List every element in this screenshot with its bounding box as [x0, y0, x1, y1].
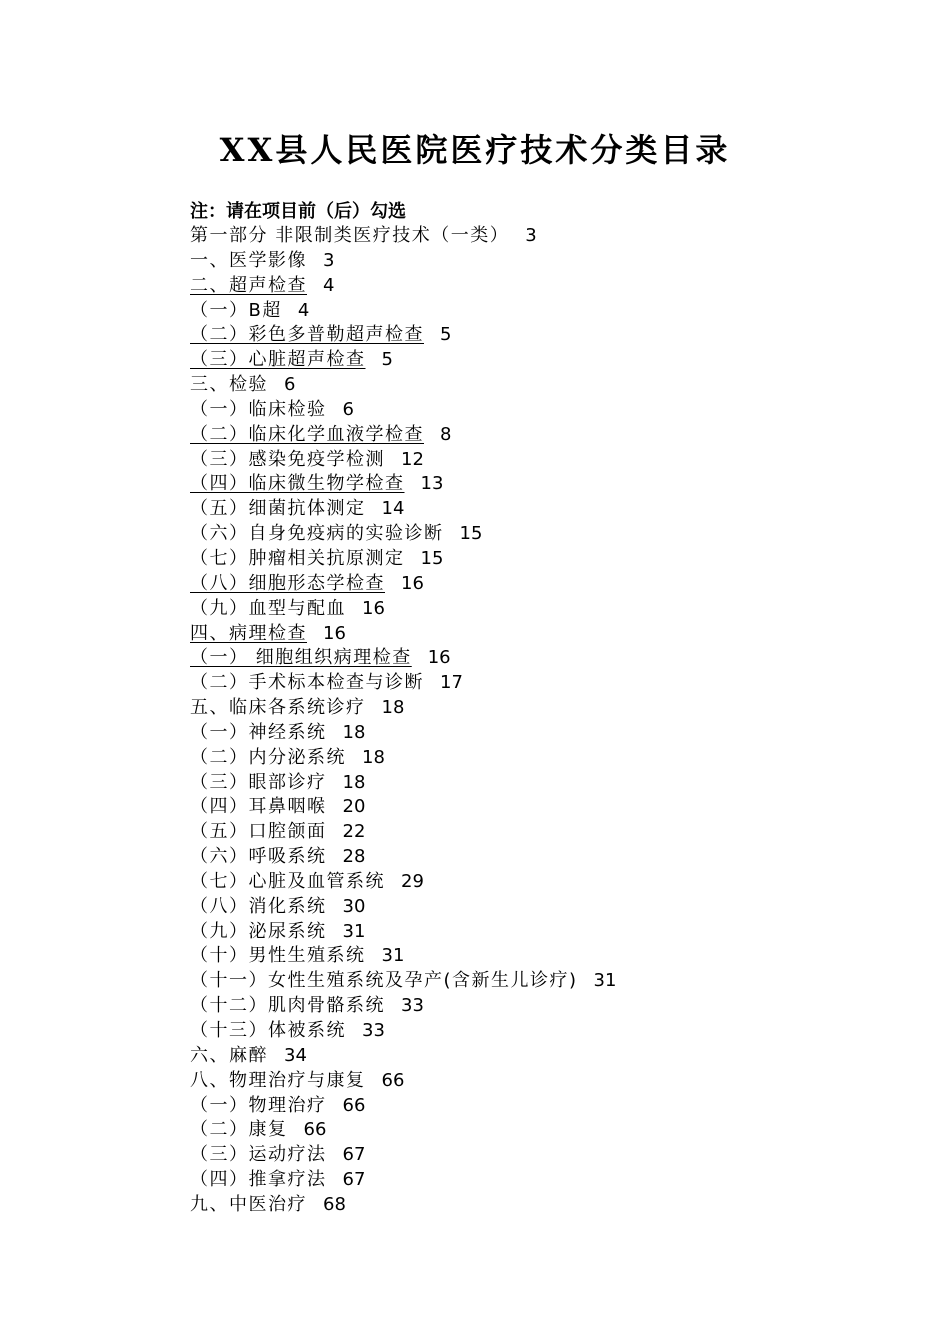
- toc-entry[interactable]: [190, 224, 810, 249]
- toc-entry-page: 14: [381, 498, 405, 520]
- toc-entry[interactable]: [190, 845, 810, 870]
- toc-entry-label: （十二）肌肉骨骼系统: [190, 995, 385, 1017]
- toc-entry-label: （八）消化系统: [190, 895, 327, 917]
- toc-entry[interactable]: [190, 920, 810, 945]
- toc-entry-page: 4: [323, 274, 335, 296]
- toc-entry-page: 18: [381, 697, 405, 719]
- toc-entry-label: （三）心脏超声检查: [190, 349, 366, 371]
- toc-entry-page: 6: [284, 374, 296, 396]
- toc-entry-label: （七）肿瘤相关抗原测定: [190, 547, 405, 569]
- toc-entry-page: 15: [420, 547, 444, 569]
- toc-entry-label: 三、检验: [190, 374, 268, 396]
- toc-entry-label: 一、医学影像: [190, 249, 307, 271]
- toc-entry[interactable]: [190, 746, 810, 771]
- toc-entry-page: 8: [440, 423, 452, 445]
- toc-entry[interactable]: [190, 373, 810, 398]
- toc-entry[interactable]: [190, 249, 810, 274]
- toc-entry-label: 第一部分 非限制类医疗技术（一类）: [190, 225, 510, 246]
- toc-entry-label: （七）心脏及血管系统: [190, 870, 385, 892]
- toc-entry-label: （四）临床微生物学检查: [190, 473, 405, 495]
- toc-entry[interactable]: [190, 1143, 810, 1168]
- toc-entry-label: （六）自身免疫病的实验诊断: [190, 523, 444, 545]
- toc-entry-label: 九、中医治疗: [190, 1193, 307, 1215]
- toc-entry[interactable]: [190, 1069, 810, 1094]
- toc-entry[interactable]: [190, 597, 810, 622]
- toc-entry-page: 30: [342, 895, 366, 917]
- toc-entry[interactable]: [190, 472, 810, 497]
- toc-entry-label: （十三）体被系统: [190, 1020, 346, 1041]
- toc-entry[interactable]: [190, 646, 810, 671]
- toc-entry-label: 二、超声检查: [190, 274, 307, 296]
- toc-entry-label: （三）感染免疫学检测: [190, 448, 385, 470]
- toc-entry[interactable]: [190, 1193, 810, 1218]
- toc-entry-label: （四）推拿疗法: [190, 1169, 327, 1191]
- toc-entry-page: 18: [362, 746, 385, 768]
- toc-entry-page: 28: [342, 846, 366, 868]
- toc-entry-label: 六、麻醉: [190, 1044, 268, 1066]
- toc-entry-label: （一）神经系统: [190, 721, 327, 743]
- toc-entry-label: （三）眼部诊疗: [190, 771, 327, 793]
- toc-entry-page: 18: [342, 771, 366, 793]
- toc-entry[interactable]: [190, 1019, 810, 1044]
- toc-entry-page: 67: [342, 1169, 366, 1191]
- toc-entry-page: 5: [381, 349, 393, 371]
- toc-entry-page: 31: [342, 920, 366, 942]
- toc-entry-page: 12: [401, 448, 424, 470]
- toc-entry-page: 16: [427, 647, 451, 669]
- toc-entry[interactable]: [190, 572, 810, 597]
- toc-entry[interactable]: [190, 547, 810, 572]
- toc-entry-page: 3: [525, 225, 537, 246]
- toc-entry-label: 五、临床各系统诊疗: [190, 697, 366, 719]
- toc-entry[interactable]: [190, 994, 810, 1019]
- toc-entry[interactable]: [190, 721, 810, 746]
- toc-entry[interactable]: [190, 1118, 810, 1143]
- toc-entry[interactable]: [190, 522, 810, 547]
- toc-entry[interactable]: [190, 299, 810, 324]
- table-of-contents: [190, 224, 810, 1218]
- toc-entry[interactable]: [190, 771, 810, 796]
- selection-note: 注：请在项目前（后）勾选: [190, 201, 406, 222]
- toc-entry-label: （十）男性生殖系统: [190, 945, 366, 967]
- toc-entry[interactable]: [190, 944, 810, 969]
- toc-entry-label: （一）物理治疗: [190, 1094, 327, 1116]
- toc-entry-label: 四、病理检查: [190, 622, 307, 644]
- toc-entry[interactable]: [190, 1044, 810, 1069]
- toc-entry-page: 29: [401, 870, 424, 892]
- toc-entry-label: （二）康复: [190, 1119, 288, 1141]
- toc-entry-label: （六）呼吸系统: [190, 846, 327, 868]
- toc-entry[interactable]: [190, 323, 810, 348]
- toc-entry-page: 33: [401, 995, 424, 1017]
- toc-entry-label: （五）口腔颌面: [190, 821, 327, 843]
- toc-entry-page: 16: [362, 597, 385, 619]
- toc-entry-label: （八）细胞形态学检查: [190, 572, 385, 594]
- toc-entry-label: （五）细菌抗体测定: [190, 498, 366, 520]
- toc-entry-label: （二）彩色多普勒超声检查: [190, 324, 424, 346]
- toc-entry-page: 5: [440, 324, 452, 346]
- toc-entry[interactable]: [190, 795, 810, 820]
- page-title: XX县人民医院医疗技术分类目录: [219, 131, 731, 169]
- toc-entry-label: （九）血型与配血: [190, 597, 346, 619]
- toc-entry-label: （一） 细胞组织病理检查: [190, 647, 412, 669]
- toc-entry[interactable]: [190, 820, 810, 845]
- toc-entry[interactable]: [190, 622, 810, 647]
- toc-entry-page: 20: [342, 796, 366, 818]
- toc-entry-label: （二）手术标本检查与诊断: [190, 672, 424, 694]
- toc-entry-label: （二）内分泌系统: [190, 746, 346, 768]
- toc-entry-page: 66: [381, 1069, 405, 1091]
- toc-entry[interactable]: [190, 969, 810, 994]
- toc-entry-page: 17: [440, 672, 463, 694]
- toc-entry[interactable]: [190, 671, 810, 696]
- toc-entry[interactable]: [190, 348, 810, 373]
- toc-entry[interactable]: [190, 497, 810, 522]
- toc-entry-page: 13: [420, 473, 444, 495]
- toc-entry-label: （一）临床检验: [190, 398, 327, 420]
- toc-entry[interactable]: [190, 1094, 810, 1119]
- toc-entry-page: 67: [342, 1144, 366, 1166]
- toc-entry[interactable]: [190, 870, 810, 895]
- toc-entry-page: 15: [459, 523, 483, 545]
- toc-entry-page: 16: [323, 622, 346, 644]
- toc-entry-page: 18: [342, 721, 366, 743]
- toc-entry-label: （九）泌尿系统: [190, 920, 327, 942]
- toc-entry-page: 6: [342, 398, 354, 420]
- toc-entry-label: （二）临床化学血液学检查: [190, 423, 424, 445]
- toc-entry-page: 31: [381, 945, 405, 967]
- toc-entry-label: （十一）女性生殖系统及孕产(含新生儿诊疗): [190, 970, 578, 992]
- toc-entry-label: （一）B超: [190, 299, 282, 321]
- toc-entry-page: 66: [342, 1094, 366, 1116]
- toc-entry-page: 31: [593, 970, 617, 992]
- toc-entry[interactable]: [190, 423, 810, 448]
- toc-entry-label: （四）耳鼻咽喉: [190, 796, 327, 818]
- toc-entry-page: 34: [284, 1044, 307, 1066]
- toc-entry-label: （三）运动疗法: [190, 1144, 327, 1166]
- toc-entry-page: 22: [342, 821, 366, 843]
- toc-entry[interactable]: [190, 274, 810, 299]
- toc-entry-page: 16: [401, 572, 424, 594]
- toc-entry-page: 4: [297, 299, 310, 321]
- toc-entry-page: 3: [323, 249, 335, 271]
- toc-entry[interactable]: [190, 448, 810, 473]
- toc-entry[interactable]: [190, 696, 810, 721]
- toc-entry-label: 八、物理治疗与康复: [190, 1069, 366, 1091]
- toc-entry[interactable]: [190, 398, 810, 423]
- toc-entry[interactable]: [190, 895, 810, 920]
- toc-entry-page: 66: [303, 1119, 327, 1141]
- toc-entry-page: 68: [323, 1193, 346, 1215]
- toc-entry-page: 33: [362, 1020, 385, 1041]
- toc-entry[interactable]: [190, 1168, 810, 1193]
